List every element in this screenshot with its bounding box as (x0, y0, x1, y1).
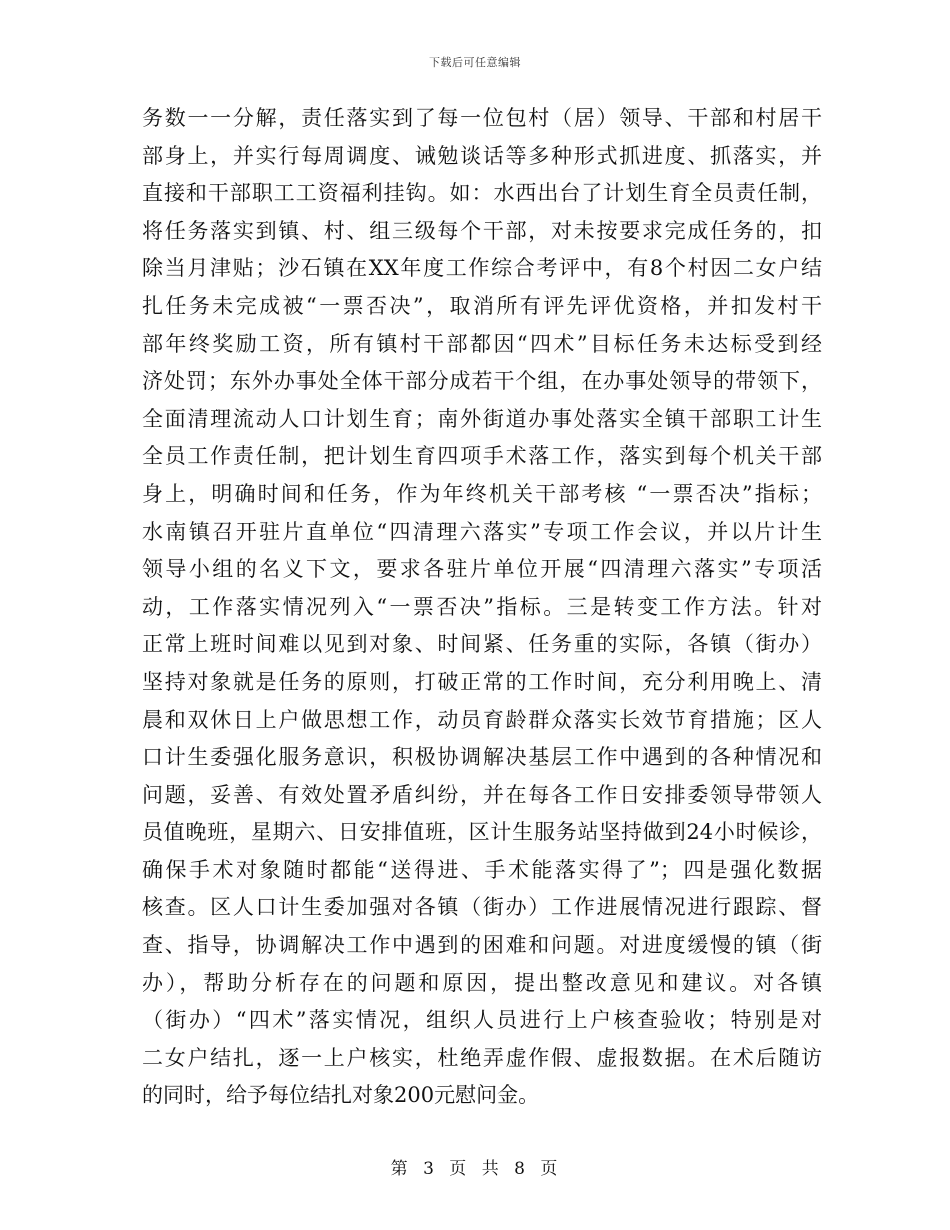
paragraph-line: 扎任务未完成被“一票否决”，取消所有评先评优资格，并扣发村干 (142, 293, 822, 318)
paragraph-line: 将任务落实到镇、村、组三级每个干部，对未按要求完成任务的，扣 (142, 218, 822, 243)
paragraph-line: 务数一一分解，责任落实到了每一位包村（居）领导、干部和村居干 (142, 106, 822, 130)
paragraph-line: 直接和干部职工工资福利挂钩。如：水西出台了计划生育全员责任制， (142, 181, 822, 206)
paragraph-line: 动，工作落实情况列入“一票否决”指标。三是转变工作方法。针对 (142, 594, 822, 619)
paragraph-line: 口计生委强化服务意识，积极协调解决基层工作中遇到的各种情况和 (142, 745, 822, 770)
page-label-mid: 页 (449, 1159, 469, 1179)
paragraph-line: 部身上，并实行每周调度、诫勉谈话等多种形式抓进度、抓落实，并 (142, 143, 822, 168)
total-pages-number: 8 (514, 1159, 527, 1179)
paragraph-line: 领导小组的名义下文，要求各驻片单位开展“四清理六落实”专项活 (142, 557, 822, 582)
page-label-prefix: 第 (390, 1159, 410, 1179)
page-footer (0, 1154, 950, 1179)
paragraph-line: 确保手术对象随时都能“送得进、手术能落实得了”；四是强化数据 (142, 857, 822, 882)
paragraph-line: 正常上班时间难以见到对象、时间紧、任务重的实际，各镇（街办） (142, 632, 822, 657)
page-label-suffix: 页 (540, 1159, 560, 1179)
paragraph-line: （街办）“四术”落实情况，组织人员进行上户核查验收；特别是对 (142, 1008, 822, 1033)
paragraph-line: 办），帮助分析存在的问题和原因，提出整改意见和建议。对各镇 (142, 970, 822, 995)
page-header: 下载后可任意编辑 (429, 56, 521, 69)
paragraph-line: 晨和双休日上户做思想工作，动员育龄群众落实长效节育措施；区人 (142, 707, 822, 732)
paragraph-line: 核查。区人口计生委加强对各镇（街办）工作进展情况进行跟踪、督 (142, 895, 822, 920)
paragraph-line: 全员工作责任制，把计划生育四项手术落工作，落实到每个机关干部 (142, 444, 822, 469)
total-label-prefix: 共 (481, 1159, 501, 1179)
paragraph-line: 济处罚；东外办事处全体干部分成若干个组，在办事处领导的带领下， (142, 369, 822, 394)
paragraph-line: 除当月津贴；沙石镇在XX年度工作综合考评中，有8个村因二女户结 (142, 256, 822, 281)
paragraph-line: 身上，明确时间和任务，作为年终机关干部考核 “一票否决”指标； (142, 481, 822, 506)
paragraph-line: 坚持对象就是任务的原则，打破正常的工作时间，充分利用晚上、清 (142, 669, 822, 694)
paragraph-line: 员值晚班，星期六、日安排值班，区计生服务站坚持做到24小时候诊， (142, 820, 822, 845)
paragraph-line: 二女户结扎，逐一上户核实，杜绝弄虚作假、虚报数据。在术后随访 (142, 1045, 822, 1070)
paragraph-line: 部年终奖励工资，所有镇村干部都因“四术”目标任务未达标受到经 (142, 331, 822, 356)
paragraph-line: 水南镇召开驻片直单位“四清理六落实”专项工作会议，并以片计生 (142, 519, 822, 544)
document-body (142, 100, 822, 1115)
paragraph-line: 全面清理流动人口计划生育；南外街道办事处落实全镇干部职工计生 (142, 406, 822, 431)
paragraph-line-last: 的同时，给予每位结扎对象200元慰问金。 (142, 1083, 540, 1108)
current-page-number: 3 (423, 1159, 436, 1179)
paragraph-line: 查、指导，协调解决工作中遇到的困难和问题。对进度缓慢的镇（街 (142, 933, 822, 958)
paragraph-line: 问题，妥善、有效处置矛盾纠纷，并在每各工作日安排委领导带领人 (142, 782, 822, 807)
